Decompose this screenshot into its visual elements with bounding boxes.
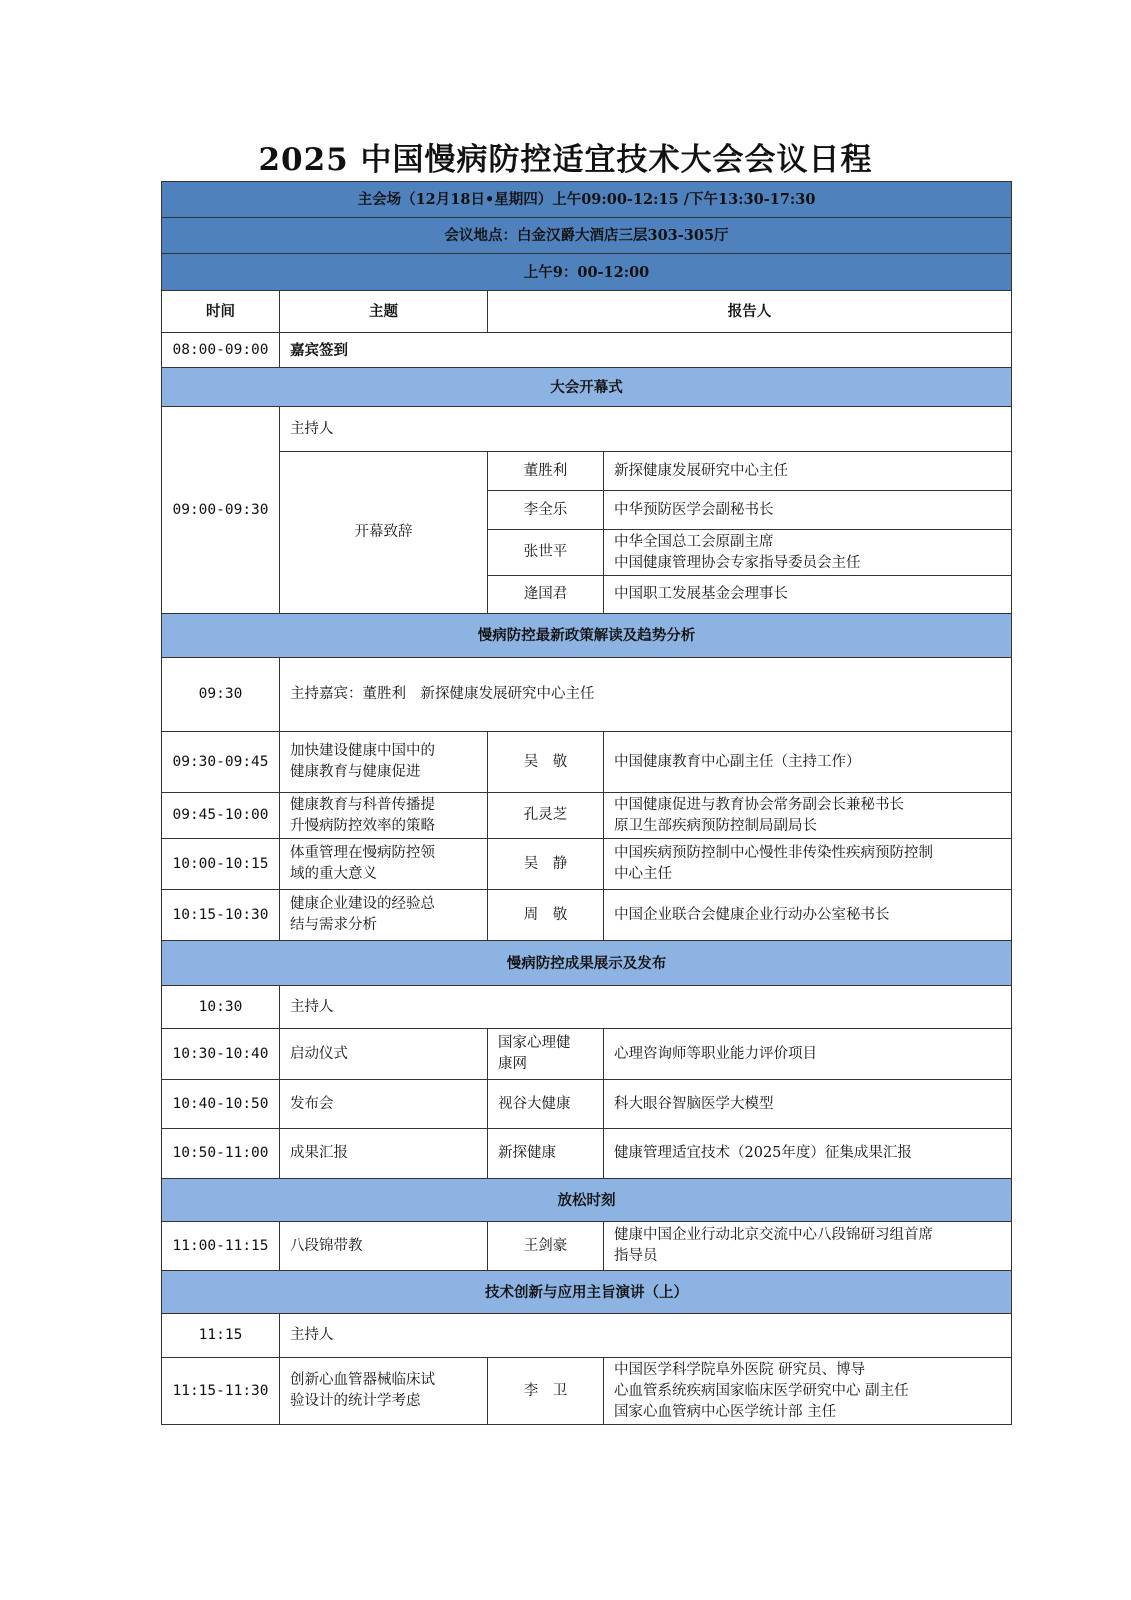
speaker-title: 中国企业联合会健康企业行动办公室秘书长 xyxy=(604,890,1012,941)
speaker-name: 孔灵芝 xyxy=(488,793,604,839)
talk-topic: 健康教育与科普传播提 升慢病防控效率的策略 xyxy=(280,793,488,839)
tech-host-row xyxy=(162,1314,1012,1358)
section-policy: 慢病防控最新政策解读及趋势分析 xyxy=(162,614,1012,658)
talk-topic: 加快建设健康中国中的 健康教育与健康促进 xyxy=(280,732,488,793)
main-venue-banner: 主会场（12月18日•星期四）上午09:00-12:15 /下午13:30-17:30 xyxy=(162,182,1012,218)
speaker-title: 中国医学科学院阜外医院 研究员、博导 心血管系统疾病国家临床医学研究中心 副主任 国家心血管病中心医学统计部 主任 xyxy=(604,1358,1012,1425)
results-org: 国家心理健 康网 xyxy=(488,1029,604,1080)
talk-time: 10:15-10:30 xyxy=(162,890,280,941)
results-host-row xyxy=(162,986,1012,1029)
speaker-title: 健康中国企业行动北京交流中心八段锦研习组首席 指导员 xyxy=(604,1222,1012,1271)
talk-topic: 体重管理在慢病防控领 域的重大意义 xyxy=(280,839,488,890)
checkin-row xyxy=(162,333,1012,368)
results-desc: 科大眼谷智脑医学大模型 xyxy=(604,1080,1012,1129)
col-speaker-header: 报告人 xyxy=(488,291,1012,333)
page-title: 2025 中国慢病防控适宜技术大会会议日程 xyxy=(258,142,873,178)
results-desc: 心理咨询师等职业能力评价项目 xyxy=(604,1029,1012,1080)
section-results: 慢病防控成果展示及发布 xyxy=(162,941,1012,986)
results-desc: 健康管理适宜技术（2025年度）征集成果汇报 xyxy=(604,1129,1012,1179)
talk-time: 09:30-09:45 xyxy=(162,732,280,793)
speaker-name: 吴 静 xyxy=(488,839,604,890)
relax-topic: 八段锦带教 xyxy=(280,1222,488,1271)
results-topic: 成果汇报 xyxy=(280,1129,488,1179)
results-topic: 启动仪式 xyxy=(280,1029,488,1080)
policy-host-row xyxy=(162,658,1012,732)
results-org: 新探健康 xyxy=(488,1129,604,1179)
opening-topic: 开幕致辞 xyxy=(280,452,488,614)
col-topic-header: 主题 xyxy=(280,291,488,333)
results-host: 主持人 xyxy=(280,986,1012,1029)
speaker-name: 逄国君 xyxy=(488,576,604,614)
speaker-title: 中国健康教育中心副主任（主持工作） xyxy=(604,732,1012,793)
section-relax: 放松时刻 xyxy=(162,1179,1012,1222)
speaker-title: 中国健康促进与教育协会常务副会长兼秘书长 原卫生部疾病预防控制局副局长 xyxy=(604,793,1012,839)
policy-host-time: 09:30 xyxy=(162,658,280,732)
talk-time: 11:15-11:30 xyxy=(162,1358,280,1425)
schedule-table xyxy=(161,181,1012,1425)
speaker-title: 新探健康发展研究中心主任 xyxy=(604,452,1012,491)
section-tech: 技术创新与应用主旨演讲（上） xyxy=(162,1271,1012,1314)
results-row xyxy=(162,1129,1012,1179)
speaker-title: 中华预防医学会副秘书长 xyxy=(604,491,1012,530)
speaker-name: 周 敬 xyxy=(488,890,604,941)
results-time: 10:50-11:00 xyxy=(162,1129,280,1179)
results-row xyxy=(162,1080,1012,1129)
section-opening: 大会开幕式 xyxy=(162,368,1012,407)
opening-host: 主持人 xyxy=(280,407,1012,452)
talk-row xyxy=(162,793,1012,839)
speaker-name: 李全乐 xyxy=(488,491,604,530)
opening-host-row xyxy=(162,407,1012,452)
speaker-name: 董胜利 xyxy=(488,452,604,491)
col-time-header: 时间 xyxy=(162,291,280,333)
results-time: 10:40-10:50 xyxy=(162,1080,280,1129)
speaker-title: 中国职工发展基金会理事长 xyxy=(604,576,1012,614)
opening-time: 09:00-09:30 xyxy=(162,407,280,614)
column-header-row xyxy=(162,291,1012,333)
morning-banner: 上午9：00-12:00 xyxy=(162,254,1012,291)
relax-row xyxy=(162,1222,1012,1271)
results-row xyxy=(162,1029,1012,1080)
talk-topic: 创新心血管器械临床试 验设计的统计学考虑 xyxy=(280,1358,488,1425)
checkin-time: 08:00-09:00 xyxy=(162,333,280,368)
speaker-title: 中华全国总工会原副主席 中国健康管理协会专家指导委员会主任 xyxy=(604,530,1012,576)
checkin-topic: 嘉宾签到 xyxy=(280,333,1012,368)
results-topic: 发布会 xyxy=(280,1080,488,1129)
speaker-name: 李 卫 xyxy=(488,1358,604,1425)
policy-host: 主持嘉宾：董胜利 新探健康发展研究中心主任 xyxy=(280,658,1012,732)
tech-host: 主持人 xyxy=(280,1314,1012,1358)
talk-row xyxy=(162,839,1012,890)
results-time: 10:30-10:40 xyxy=(162,1029,280,1080)
results-host-time: 10:30 xyxy=(162,986,280,1029)
talk-row xyxy=(162,732,1012,793)
talk-row xyxy=(162,1358,1012,1425)
talk-time: 10:00-10:15 xyxy=(162,839,280,890)
tech-host-time: 11:15 xyxy=(162,1314,280,1358)
speaker-title: 中国疾病预防控制中心慢性非传染性疾病预防控制 中心主任 xyxy=(604,839,1012,890)
speaker-name: 吴 敬 xyxy=(488,732,604,793)
results-org: 视谷大健康 xyxy=(488,1080,604,1129)
speaker-name: 王剑豪 xyxy=(488,1222,604,1271)
talk-row xyxy=(162,890,1012,941)
location-banner: 会议地点：白金汉爵大酒店三层303-305厅 xyxy=(162,218,1012,254)
speaker-name: 张世平 xyxy=(488,530,604,576)
relax-time: 11:00-11:15 xyxy=(162,1222,280,1271)
talk-topic: 健康企业建设的经验总 结与需求分析 xyxy=(280,890,488,941)
talk-time: 09:45-10:00 xyxy=(162,793,280,839)
